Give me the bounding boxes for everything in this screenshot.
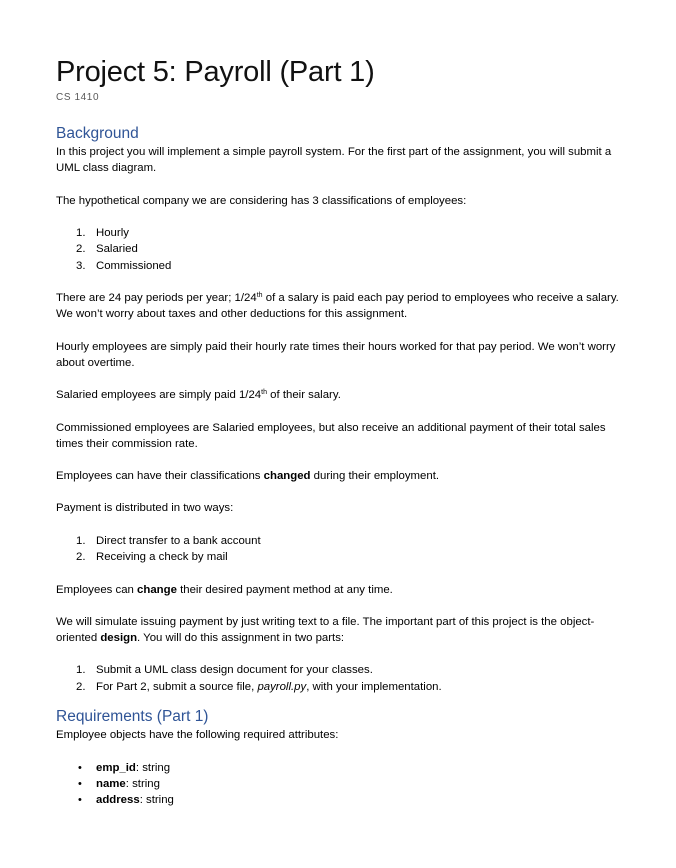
simulate-paragraph	[56, 614, 622, 647]
attributes-list	[56, 760, 622, 809]
list-number: 1.	[76, 534, 86, 547]
part-text-b: , with your implementation.	[306, 680, 442, 693]
pay-periods-sup: th	[256, 292, 263, 300]
attribute-type: : string	[135, 761, 171, 774]
list-item	[56, 792, 622, 808]
pay-periods-paragraph	[56, 290, 622, 323]
list-item	[56, 549, 622, 565]
list-item	[56, 241, 622, 257]
list-number: 2.	[76, 680, 86, 693]
classification-change-paragraph	[56, 468, 622, 484]
method-change-text-b: their desired payment method at any time.	[176, 583, 393, 596]
payment-intro: Payment is distributed in two ways:	[56, 502, 234, 515]
attribute-name: emp_id	[96, 761, 136, 774]
parts-list	[56, 662, 622, 695]
list-item	[56, 776, 622, 792]
list-number: 2.	[76, 551, 86, 564]
bullet-icon: •	[78, 794, 82, 807]
list-item	[56, 225, 622, 241]
requirements-intro: Employee objects have the following required attributes:	[56, 729, 339, 742]
list-number: 2.	[76, 243, 86, 256]
list-item-label: Hourly	[96, 226, 129, 239]
list-item-label: Receiving a check by mail	[96, 551, 228, 564]
list-number: 3.	[76, 259, 86, 272]
method-change-text-a: Employees can	[56, 583, 138, 596]
class-change-bold: changed	[263, 470, 311, 483]
list-item	[56, 662, 622, 678]
list-item	[56, 760, 622, 776]
bullet-icon: •	[78, 778, 82, 790]
bullet-icon: •	[78, 761, 82, 774]
attribute-type: : string	[139, 794, 174, 807]
attribute-name: name	[96, 778, 126, 790]
salaried-paragraph	[56, 387, 622, 403]
list-item	[56, 533, 622, 549]
simulate-text-b: . You will do this assignment in two parts:	[137, 632, 345, 645]
pay-periods-text-a: There are 24 pay periods per year; 1/24	[56, 292, 257, 305]
payment-methods-list	[56, 533, 622, 566]
intro-paragraph: In this project you will implement a simple payroll system. For the first part of the assignment, you will submit a UML class diagram.	[56, 146, 612, 175]
simulate-bold: design	[100, 632, 138, 645]
method-change-bold: change	[137, 583, 177, 596]
simulate-text-a: We will simulate issuing payment by just writing text to a file. The important part of this project is the object-oriented	[56, 615, 595, 645]
part-text: Submit a UML class design document for your classes.	[96, 664, 373, 677]
classifications-intro: The hypothetical company we are considering has 3 classifications of employees:	[56, 194, 467, 207]
list-item-label: Commissioned	[96, 259, 172, 272]
list-item	[56, 679, 622, 695]
part-text-a: For Part 2, submit a source file,	[96, 680, 258, 693]
course-subtitle: CS 1410	[56, 92, 100, 103]
document-content	[56, 54, 622, 809]
list-number: 1.	[76, 226, 86, 239]
classifications-list	[56, 225, 622, 274]
attribute-type: : string	[125, 778, 160, 790]
requirements-heading: Requirements (Part 1)	[56, 708, 209, 726]
pay-periods-text-b: of a salary is paid each pay period to employees who receive a salary. We won’t worry about taxes and other deductions for this assignment.	[56, 292, 619, 321]
attribute-name: address	[96, 794, 140, 807]
list-item-label: Direct transfer to a bank account	[96, 534, 261, 547]
list-number: 1.	[76, 664, 86, 677]
list-item-label: Salaried	[96, 243, 138, 256]
filename-italic: payroll.py	[257, 680, 307, 693]
page-title: Project 5: Payroll (Part 1)	[56, 56, 375, 88]
class-change-text-b: during their employment.	[310, 470, 440, 483]
method-change-paragraph	[56, 582, 622, 598]
hourly-paragraph: Hourly employees are simply paid their hourly rate times their hours worked for that pay period. We won’t worry about overtime.	[56, 340, 616, 369]
list-item	[56, 258, 622, 274]
salaried-text-a: Salaried employees are simply paid 1/24	[56, 389, 262, 402]
background-heading: Background	[56, 125, 139, 142]
salaried-text-b: of their salary.	[267, 389, 341, 402]
salaried-sup: th	[261, 389, 267, 397]
commissioned-paragraph: Commissioned employees are Salaried employees, but also receive an additional payment of their total sales times their commission rate.	[56, 421, 606, 450]
class-change-text-a: Employees can have their classifications	[56, 470, 264, 483]
